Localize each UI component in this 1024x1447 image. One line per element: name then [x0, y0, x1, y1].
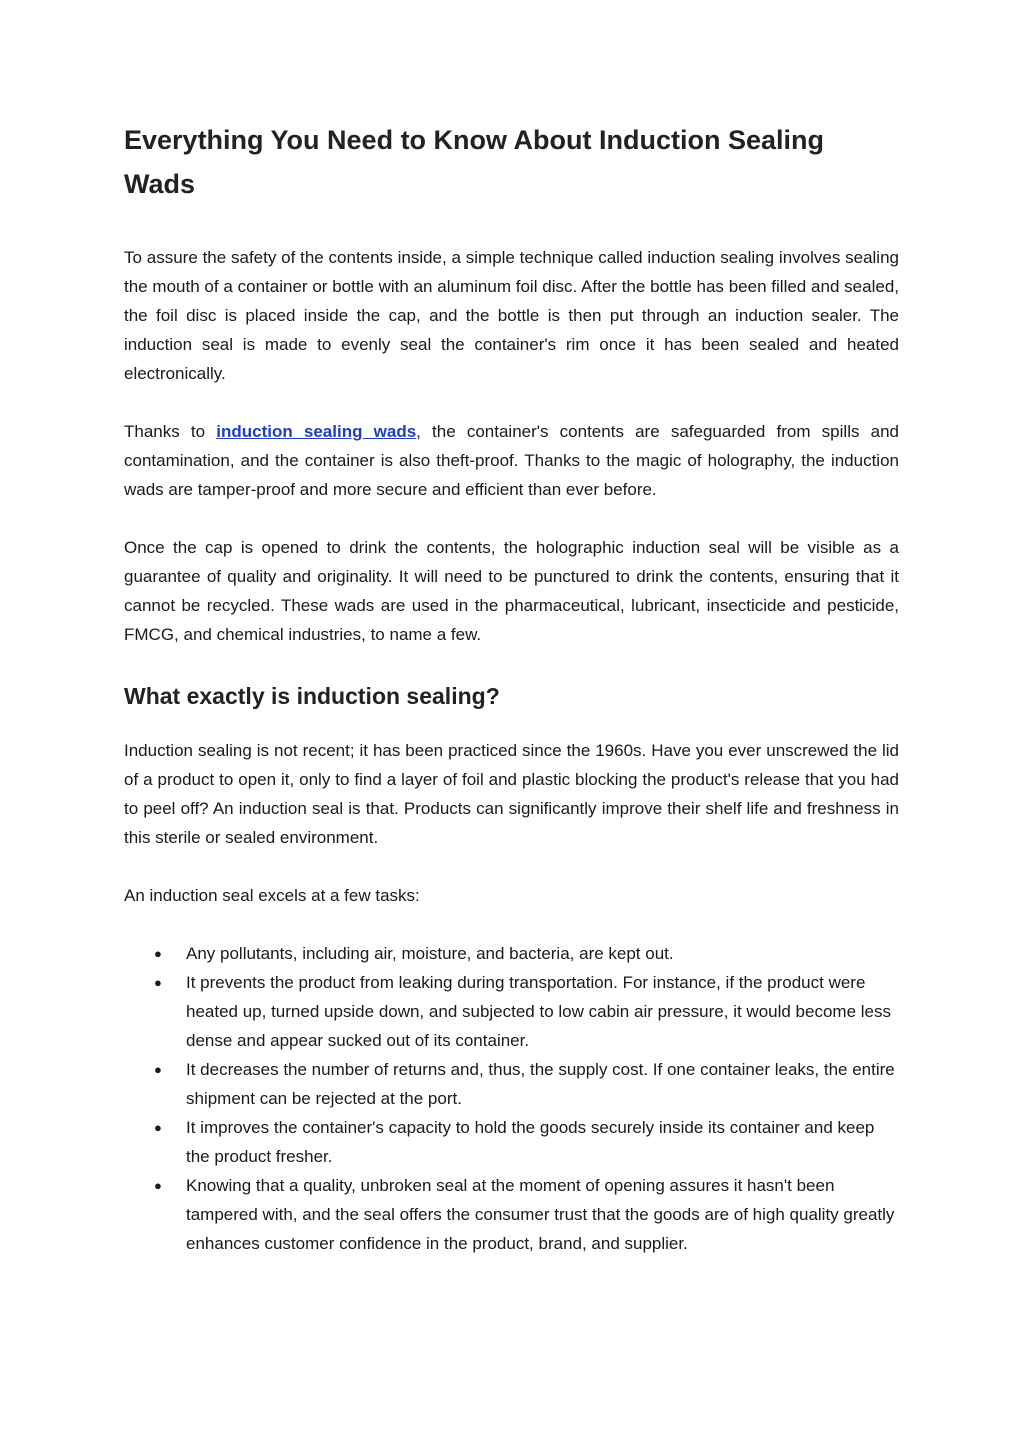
page-title: Everything You Need to Know About Induction Sealing Wads	[124, 125, 825, 199]
list-item	[124, 1171, 899, 1258]
document-page	[124, 118, 899, 1258]
history-paragraph: Induction sealing is not recent; it has been practiced since the 1960s. Have you ever unscrewed the lid of a product to open it, only to find a layer of foil and plastic blocking the product's release that you had to peel off? An induction seal is that. Products can significantly improve their shelf life and freshness in this sterile or sealed environment.	[124, 741, 899, 847]
list-item	[124, 1113, 899, 1171]
bullet-icon: ●	[154, 946, 162, 961]
benefits-text-before: Thanks to	[124, 422, 217, 441]
list-item-text: Knowing that a quality, unbroken seal at the moment of opening assures it hasn't been tampered with, and the seal offers the consumer trust that the goods are of high quality greatly enhances customer confidence in the product, brand, and supplier.	[186, 1176, 895, 1253]
section-heading: What exactly is induction sealing?	[124, 683, 500, 709]
bullet-icon: ●	[154, 975, 162, 990]
list-item	[124, 939, 899, 968]
list-item-text: It decreases the number of returns and, thus, the supply cost. If one container leaks, the entire shipment can be rejected at the port.	[186, 1060, 895, 1108]
list-item-text: It prevents the product from leaking during transportation. For instance, if the product were heated up, turned upside down, and subjected to low cabin air pressure, it would become less dense and appear sucked out of its container.	[186, 973, 891, 1050]
list-item-text: Any pollutants, including air, moisture, and bacteria, are kept out.	[186, 944, 674, 963]
tasks-intro-paragraph: An induction seal excels at a few tasks:	[124, 886, 420, 905]
tasks-list	[124, 939, 899, 1258]
benefits-paragraph	[124, 417, 899, 504]
benefits-text-after: , the container's contents are safeguarded from spills and contamination, and the container is also theft-proof. Thanks to the magic of holography, the induction wads are tamper-proof and more secure and efficient than ever before.	[124, 422, 899, 499]
intro-paragraph: To assure the safety of the contents inside, a simple technique called induction sealing involves sealing the mouth of a container or bottle with an aluminum foil disc. After the bottle has been filled and sealed, the foil disc is placed inside the cap, and the bottle is then put through an induction sealer. The induction seal is made to evenly seal the container's rim once it has been sealed and heated electronically.	[124, 248, 899, 383]
list-item-text: It improves the container's capacity to hold the goods securely inside its container and keep the product fresher.	[186, 1118, 875, 1166]
induction-sealing-wads-link[interactable]: induction sealing wads	[216, 422, 417, 441]
bullet-icon: ●	[154, 1120, 162, 1135]
list-item	[124, 968, 899, 1055]
holographic-paragraph: Once the cap is opened to drink the contents, the holographic induction seal will be visible as a guarantee of quality and originality. It will need to be punctured to drink the contents, ensuring that it cannot be recycled. These wads are used in the pharmaceutical, lubricant, insecticide and pesticide, FMCG, and chemical industries, to name a few.	[124, 538, 899, 644]
list-item	[124, 1055, 899, 1113]
bullet-icon: ●	[154, 1178, 162, 1193]
bullet-icon: ●	[154, 1062, 162, 1077]
